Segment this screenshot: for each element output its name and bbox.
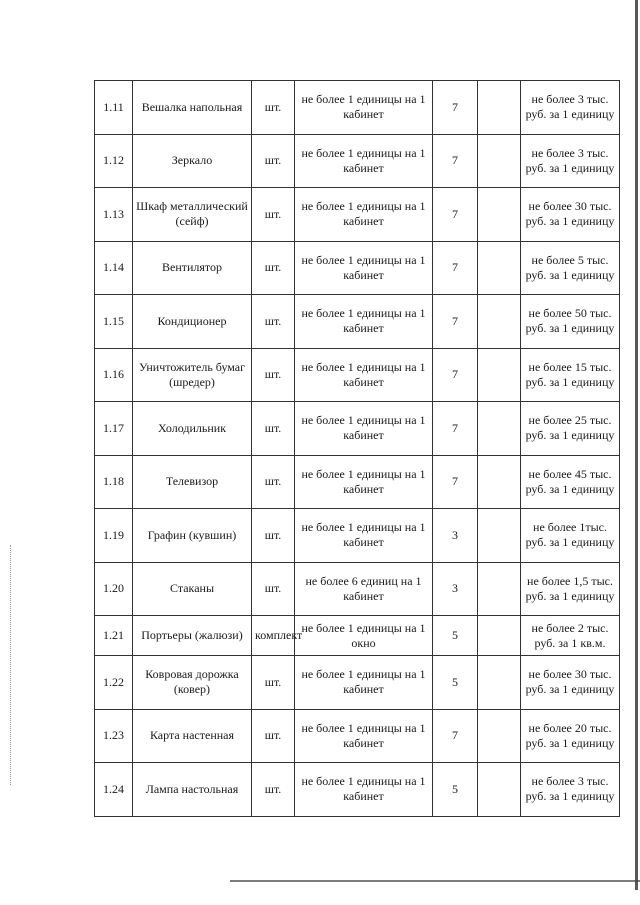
blank-cell xyxy=(478,455,521,509)
blank-cell xyxy=(478,562,521,616)
price-limit-cell: не более 45 тыс. руб. за 1 единицу xyxy=(521,455,620,509)
quantity-norm-cell: не более 1 единицы на 1 кабинет xyxy=(295,402,433,456)
quantity-norm-cell: не более 1 единицы на 1 кабинет xyxy=(295,134,433,188)
table-row xyxy=(95,134,620,188)
service-years-cell: 5 xyxy=(433,763,478,817)
unit-cell: шт. xyxy=(252,763,295,817)
table-row xyxy=(95,81,620,135)
item-number-cell: 1.18 xyxy=(95,455,133,509)
unit-cell: шт. xyxy=(252,709,295,763)
price-limit-cell: не более 2 тыс. руб. за 1 кв.м. xyxy=(521,616,620,656)
unit-cell: комплект xyxy=(252,616,295,656)
quantity-norm-cell: не более 1 единицы на 1 кабинет xyxy=(295,295,433,349)
table-row xyxy=(95,402,620,456)
scan-edge-right xyxy=(635,0,638,890)
table-row xyxy=(95,509,620,563)
quantity-norm-cell: не более 1 единицы на 1 кабинет xyxy=(295,763,433,817)
service-years-cell: 7 xyxy=(433,402,478,456)
blank-cell xyxy=(478,81,521,135)
blank-cell xyxy=(478,656,521,710)
item-name-cell: Вешалка напольная xyxy=(133,81,252,135)
quantity-norm-cell: не более 1 единицы на 1 кабинет xyxy=(295,81,433,135)
table-row xyxy=(95,455,620,509)
quantity-norm-cell: не более 1 единицы на 1 кабинет xyxy=(295,656,433,710)
price-limit-cell: не более 50 тыс. руб. за 1 единицу xyxy=(521,295,620,349)
price-limit-cell: не более 1тыс. руб. за 1 единицу xyxy=(521,509,620,563)
service-years-cell: 7 xyxy=(433,455,478,509)
table-row xyxy=(95,241,620,295)
unit-cell: шт. xyxy=(252,455,295,509)
price-limit-cell: не более 3 тыс. руб. за 1 единицу xyxy=(521,134,620,188)
scan-edge-left xyxy=(10,545,12,785)
price-limit-cell: не более 15 тыс. руб. за 1 единицу xyxy=(521,348,620,402)
service-years-cell: 3 xyxy=(433,509,478,563)
quantity-norm-cell: не более 1 единицы на 1 кабинет xyxy=(295,188,433,242)
item-name-cell: Телевизор xyxy=(133,455,252,509)
item-number-cell: 1.11 xyxy=(95,81,133,135)
item-name-cell: Портьеры (жалюзи) xyxy=(133,616,252,656)
price-limit-cell: не более 1,5 тыс. руб. за 1 единицу xyxy=(521,562,620,616)
item-number-cell: 1.16 xyxy=(95,348,133,402)
service-years-cell: 5 xyxy=(433,616,478,656)
blank-cell xyxy=(478,616,521,656)
item-number-cell: 1.13 xyxy=(95,188,133,242)
item-name-cell: Кондиционер xyxy=(133,295,252,349)
price-limit-cell: не более 25 тыс. руб. за 1 единицу xyxy=(521,402,620,456)
item-number-cell: 1.20 xyxy=(95,562,133,616)
price-limit-cell: не более 30 тыс. руб. за 1 единицу xyxy=(521,656,620,710)
service-years-cell: 3 xyxy=(433,562,478,616)
price-limit-cell: не более 5 тыс. руб. за 1 единицу xyxy=(521,241,620,295)
blank-cell xyxy=(478,763,521,817)
table-row xyxy=(95,763,620,817)
item-number-cell: 1.23 xyxy=(95,709,133,763)
unit-cell: шт. xyxy=(252,509,295,563)
item-number-cell: 1.19 xyxy=(95,509,133,563)
item-name-cell: Зеркало xyxy=(133,134,252,188)
service-years-cell: 7 xyxy=(433,295,478,349)
table-row xyxy=(95,562,620,616)
service-years-cell: 7 xyxy=(433,241,478,295)
unit-cell: шт. xyxy=(252,656,295,710)
item-name-cell: Графин (кувшин) xyxy=(133,509,252,563)
blank-cell xyxy=(478,348,521,402)
item-name-cell: Стаканы xyxy=(133,562,252,616)
price-limit-cell: не более 20 тыс. руб. за 1 единицу xyxy=(521,709,620,763)
quantity-norm-cell: не более 1 единицы на 1 окно xyxy=(295,616,433,656)
blank-cell xyxy=(478,241,521,295)
blank-cell xyxy=(478,188,521,242)
blank-cell xyxy=(478,402,521,456)
price-limit-cell: не более 3 тыс. руб. за 1 единицу xyxy=(521,763,620,817)
item-name-cell: Ковровая дорожка (ковер) xyxy=(133,656,252,710)
unit-cell: шт. xyxy=(252,81,295,135)
unit-cell: шт. xyxy=(252,188,295,242)
item-name-cell: Лампа настольная xyxy=(133,763,252,817)
blank-cell xyxy=(478,509,521,563)
service-years-cell: 7 xyxy=(433,81,478,135)
quantity-norm-cell: не более 1 единицы на 1 кабинет xyxy=(295,709,433,763)
quantity-norm-cell: не более 6 единиц на 1 кабинет xyxy=(295,562,433,616)
item-number-cell: 1.24 xyxy=(95,763,133,817)
service-years-cell: 7 xyxy=(433,134,478,188)
price-limit-cell: не более 3 тыс. руб. за 1 единицу xyxy=(521,81,620,135)
item-number-cell: 1.22 xyxy=(95,656,133,710)
item-number-cell: 1.17 xyxy=(95,402,133,456)
unit-cell: шт. xyxy=(252,562,295,616)
quantity-norm-cell: не более 1 единицы на 1 кабинет xyxy=(295,509,433,563)
table-body xyxy=(95,81,620,817)
scan-edge-bottom xyxy=(230,880,640,882)
blank-cell xyxy=(478,295,521,349)
quantity-norm-cell: не более 1 единицы на 1 кабинет xyxy=(295,455,433,509)
quantity-norm-cell: не более 1 единицы на 1 кабинет xyxy=(295,241,433,295)
table-row xyxy=(95,295,620,349)
blank-cell xyxy=(478,709,521,763)
table-row xyxy=(95,656,620,710)
item-name-cell: Уничтожитель бумаг (шредер) xyxy=(133,348,252,402)
price-limit-cell: не более 30 тыс. руб. за 1 единицу xyxy=(521,188,620,242)
item-name-cell: Карта настенная xyxy=(133,709,252,763)
table-row xyxy=(95,709,620,763)
item-name-cell: Холодильник xyxy=(133,402,252,456)
unit-cell: шт. xyxy=(252,134,295,188)
unit-cell: шт. xyxy=(252,402,295,456)
service-years-cell: 7 xyxy=(433,188,478,242)
norms-table-container xyxy=(94,80,619,817)
unit-cell: шт. xyxy=(252,348,295,402)
blank-cell xyxy=(478,134,521,188)
table-row xyxy=(95,188,620,242)
unit-cell: шт. xyxy=(252,241,295,295)
table-row xyxy=(95,616,620,656)
service-years-cell: 7 xyxy=(433,348,478,402)
unit-cell: шт. xyxy=(252,295,295,349)
item-number-cell: 1.12 xyxy=(95,134,133,188)
item-name-cell: Шкаф металлический (сейф) xyxy=(133,188,252,242)
service-years-cell: 5 xyxy=(433,656,478,710)
quantity-norm-cell: не более 1 единицы на 1 кабинет xyxy=(295,348,433,402)
norms-table xyxy=(94,80,620,817)
item-number-cell: 1.15 xyxy=(95,295,133,349)
item-number-cell: 1.14 xyxy=(95,241,133,295)
item-number-cell: 1.21 xyxy=(95,616,133,656)
item-name-cell: Вентилятор xyxy=(133,241,252,295)
table-row xyxy=(95,348,620,402)
service-years-cell: 7 xyxy=(433,709,478,763)
